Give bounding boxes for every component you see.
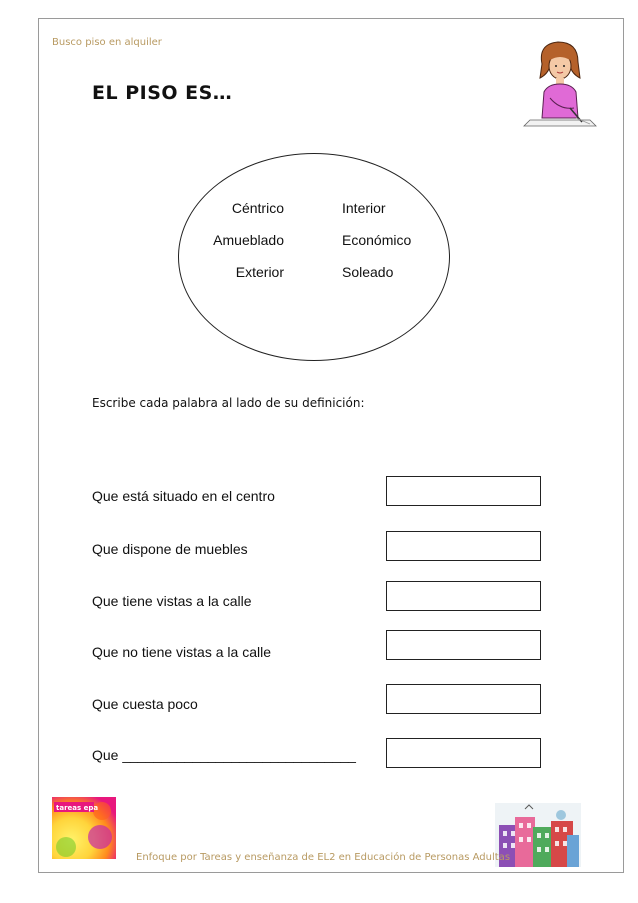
definition-cuesta-poco: Que cuesta poco [92,696,198,712]
definition-muebles: Que dispone de muebles [92,541,248,557]
word-centrico: Céntrico [231,200,284,216]
header-text: Busco piso en alquiler [52,37,162,48]
word-interior: Interior [342,200,386,216]
tareas-epa-logo [52,797,116,859]
logo-left-text: tareas epa [56,804,99,812]
definition-centro: Que está situado en el centro [92,488,275,504]
instruction-text: Escribe cada palabra al lado de su definición: [92,396,365,410]
answer-box-4[interactable] [386,630,541,660]
answer-box-3[interactable] [386,581,541,611]
definition-blank: Que ______________________________ [92,747,356,763]
word-exterior: Exterior [235,264,284,280]
word-amueblado: Amueblado [213,232,284,248]
girl-writing-illustration [520,38,600,128]
answer-box-2[interactable] [386,531,541,561]
answer-box-6[interactable] [386,738,541,768]
definition-vistas-calle: Que tiene vistas a la calle [92,593,252,609]
footer-text: Enfoque por Tareas y enseñanza de EL2 en Educación de Personas Adultas [136,852,511,863]
answer-box-5[interactable] [386,684,541,714]
word-bank-ellipse [178,153,450,361]
word-economico: Económico [342,232,412,248]
page-title: EL PISO ES… [92,82,233,104]
word-soleado: Soleado [342,264,394,280]
answer-box-1[interactable] [386,476,541,506]
definition-no-vistas-calle: Que no tiene vistas a la calle [92,644,271,660]
